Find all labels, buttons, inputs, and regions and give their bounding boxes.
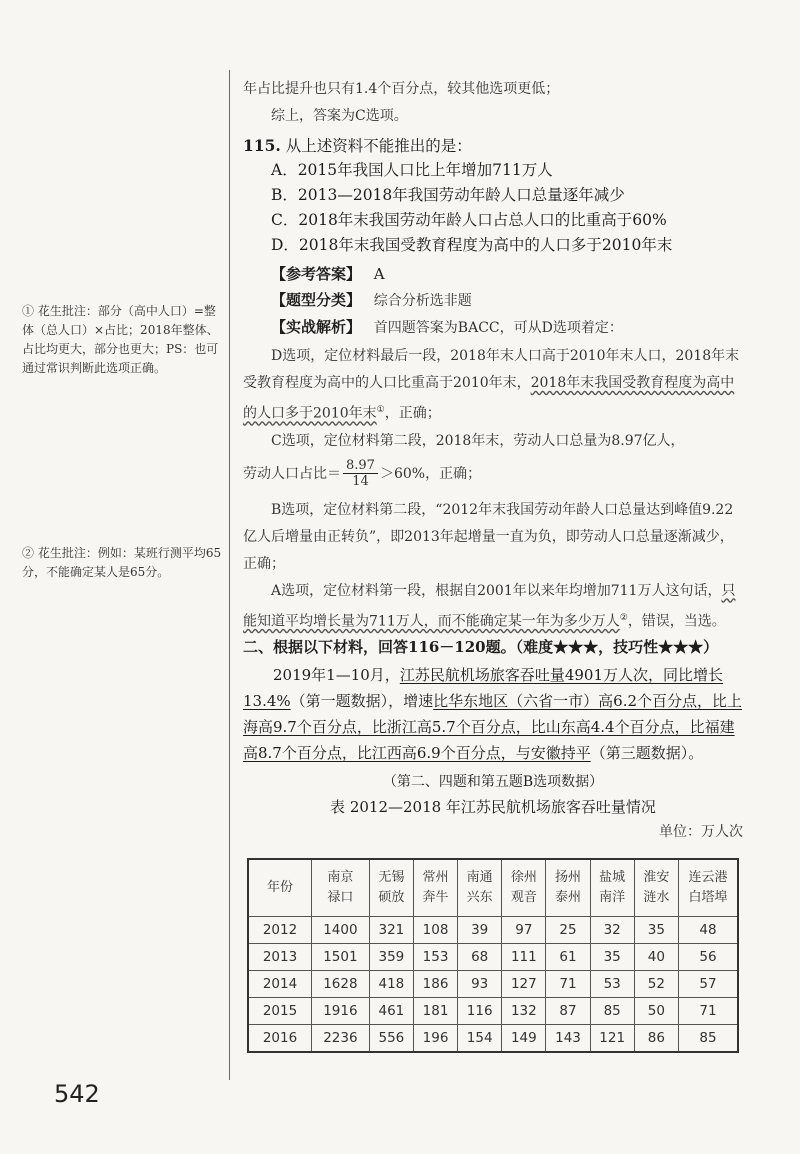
table-cell: 97 [502, 917, 546, 944]
table-cell: 461 [369, 998, 413, 1025]
header-nanjing: 南京 禄口 [312, 859, 370, 917]
section-2-heading: 二、根据以下材料，回答116－120题。（难度★★★，技巧性★★★） [243, 638, 719, 656]
table-row [248, 971, 738, 998]
table-cell: 418 [369, 971, 413, 998]
page-number: 542 [54, 1080, 100, 1108]
table-cell: 86 [634, 1025, 678, 1053]
question-number: 115. [243, 136, 281, 155]
table-row [248, 1025, 738, 1053]
table-cell: 153 [413, 944, 457, 971]
analysis-option-c: C选项，定位材料第二段，2018年末，劳动人口总量为8.97亿人， [271, 432, 685, 449]
header-nantong: 南通 兴东 [458, 859, 502, 917]
table-cell: 35 [590, 944, 634, 971]
table-cell: 71 [546, 971, 590, 998]
table-title: 表 2012—2018 年江苏民航机场旅客吞吐量情况 [330, 798, 656, 816]
option-b: B．2013—2018年我国劳动年龄人口总量逐年减少 [271, 186, 625, 204]
table-row [248, 944, 738, 971]
header-huaian: 淮安 涟水 [634, 859, 678, 917]
table-cell: 2012 [248, 917, 312, 944]
table-cell: 186 [413, 971, 457, 998]
analysis-option-a: A选项，定位材料第一段，根据自2001年以来年均增加711万人这句话，只能知道平均增长量为711万人，而不能确定某一年为多少万人②，错误，当选。 [243, 582, 736, 630]
table-cell: 93 [458, 971, 502, 998]
table-cell: 1916 [312, 998, 370, 1025]
table-note: （第二、四题和第五题B选项数据） [382, 774, 604, 790]
table-cell: 1400 [312, 917, 370, 944]
table-cell: 85 [679, 1025, 739, 1053]
main-column [243, 78, 743, 635]
table-cell: 181 [413, 998, 457, 1025]
table-cell: 149 [502, 1025, 546, 1053]
table-cell: 71 [679, 998, 739, 1025]
table-cell: 2236 [312, 1025, 370, 1053]
analysis-label: 【实战解析】 [271, 318, 362, 336]
table-cell: 53 [590, 971, 634, 998]
table-cell: 2015 [248, 998, 312, 1025]
header-lianyungang: 连云港 白塔埠 [679, 859, 739, 917]
conclusion-line: 综上，答案为C选项。 [271, 108, 408, 124]
table-cell: 556 [369, 1025, 413, 1053]
table-cell: 87 [546, 998, 590, 1025]
table-cell: 48 [679, 917, 739, 944]
table-cell: 40 [634, 944, 678, 971]
table-cell: 1628 [312, 971, 370, 998]
table-cell: 39 [458, 917, 502, 944]
answer-label: 【参考答案】 [271, 265, 362, 283]
side-note-2: ② 花生批注：例如：某班行测平均65分，不能确定某人是65分。 [22, 546, 222, 579]
question-stem [243, 134, 743, 158]
table-cell: 108 [413, 917, 457, 944]
table-cell: 154 [458, 1025, 502, 1053]
table-cell: 127 [502, 971, 546, 998]
header-xuzhou: 徐州 观音 [502, 859, 546, 917]
table-cell: 116 [458, 998, 502, 1025]
question-text: 从上述资料不能推出的是： [285, 137, 472, 155]
table-cell: 35 [634, 917, 678, 944]
table-cell: 61 [546, 944, 590, 971]
table-cell: 121 [590, 1025, 634, 1053]
category-label: 【题型分类】 [271, 291, 362, 309]
header-yancheng: 盐城 南洋 [590, 859, 634, 917]
analysis-line [243, 314, 743, 341]
table-cell: 25 [546, 917, 590, 944]
table-unit: 单位：万人次 [659, 824, 743, 840]
table-cell: 50 [634, 998, 678, 1025]
side-note-1: ① 花生批注：部分（高中人口）=整体（总人口）×占比；2018年整体、占比均更大，部分也更大；PS：也可通过常识判断此选项正确。 [22, 304, 219, 375]
table-cell: 2013 [248, 944, 312, 971]
analysis-intro: 首四题答案为BACC，可从D选项着定： [373, 320, 623, 336]
answer-line [243, 261, 743, 287]
analysis-option-d: D选项，定位材料最后一段，2018年末人口高于2010年末人口，2018年末受教育程度为高中的人口比重高于2010年末，2018年末我国受教育程度为高中的人口多于2010年末①，正确； [243, 348, 740, 422]
option-a: A．2015年我国人口比上年增加711万人 [271, 161, 553, 179]
table-cell: 68 [458, 944, 502, 971]
table-cell: 196 [413, 1025, 457, 1053]
passenger-table [247, 858, 739, 1053]
table-cell: 57 [679, 971, 739, 998]
fraction [343, 458, 378, 489]
table-cell: 85 [590, 998, 634, 1025]
note-mark-2: ② [619, 612, 628, 623]
section-2 [243, 635, 743, 845]
section-2-paragraph: 2019年1—10月，江苏民航机场旅客吞吐量4901万人次，同比增长13.4%（第一题数据），增速比华东地区（六省一市）高6.2个百分点，比上海高9.7个百分点，比浙江高5.7个百分点，比山东高4.4个百分点，比福建高8.7个百分点，比江西高6.9个百分点，与安徽持平（第三题数据）。 [243, 666, 743, 762]
fraction-numerator: 8.97 [343, 458, 378, 474]
answer-value: A [373, 265, 385, 283]
note-mark-1: ① [376, 405, 385, 415]
table-cell: 143 [546, 1025, 590, 1053]
header-wuxi: 无锡 硕放 [369, 859, 413, 917]
table-cell: 52 [634, 971, 678, 998]
table-cell: 56 [679, 944, 739, 971]
analysis-option-b: B选项，定位材料第二段，“2012年末我国劳动年龄人口总量达到峰值9.22亿人后增量由正转负”，即2013年起增量一直为负，即劳动人口总量逐渐减少，正确； [243, 501, 734, 572]
table-cell: 2016 [248, 1025, 312, 1053]
option-d: D．2018年末我国受教育程度为高中的人口多于2010年末 [271, 236, 673, 254]
category-value: 综合分析选非题 [373, 293, 472, 309]
table-cell: 2014 [248, 971, 312, 998]
header-changzhou: 常州 奔牛 [413, 859, 457, 917]
table-cell: 1501 [312, 944, 370, 971]
option-c: C．2018年末我国劳动年龄人口占总人口的比重高于60% [271, 211, 667, 229]
table-cell: 321 [369, 917, 413, 944]
table-cell: 132 [502, 998, 546, 1025]
table-header-row [248, 859, 738, 917]
analysis-option-c-formula: 劳动人口占比＝ $\frac{8.97}{14}$ ＞60%，正确； [243, 458, 482, 490]
table-cell: 32 [590, 917, 634, 944]
fraction-denominator: 14 [352, 474, 369, 490]
carryover-line: 年占比提升也只有1.4个百分点，较其他选项更低； [243, 81, 560, 97]
table-cell: 111 [502, 944, 546, 971]
table-row [248, 998, 738, 1025]
category-line [243, 287, 743, 314]
table-row [248, 917, 738, 944]
margin-divider [229, 70, 230, 1080]
header-yangzhou: 扬州 泰州 [546, 859, 590, 917]
table-cell: 359 [369, 944, 413, 971]
header-year: 年份 [248, 859, 312, 917]
